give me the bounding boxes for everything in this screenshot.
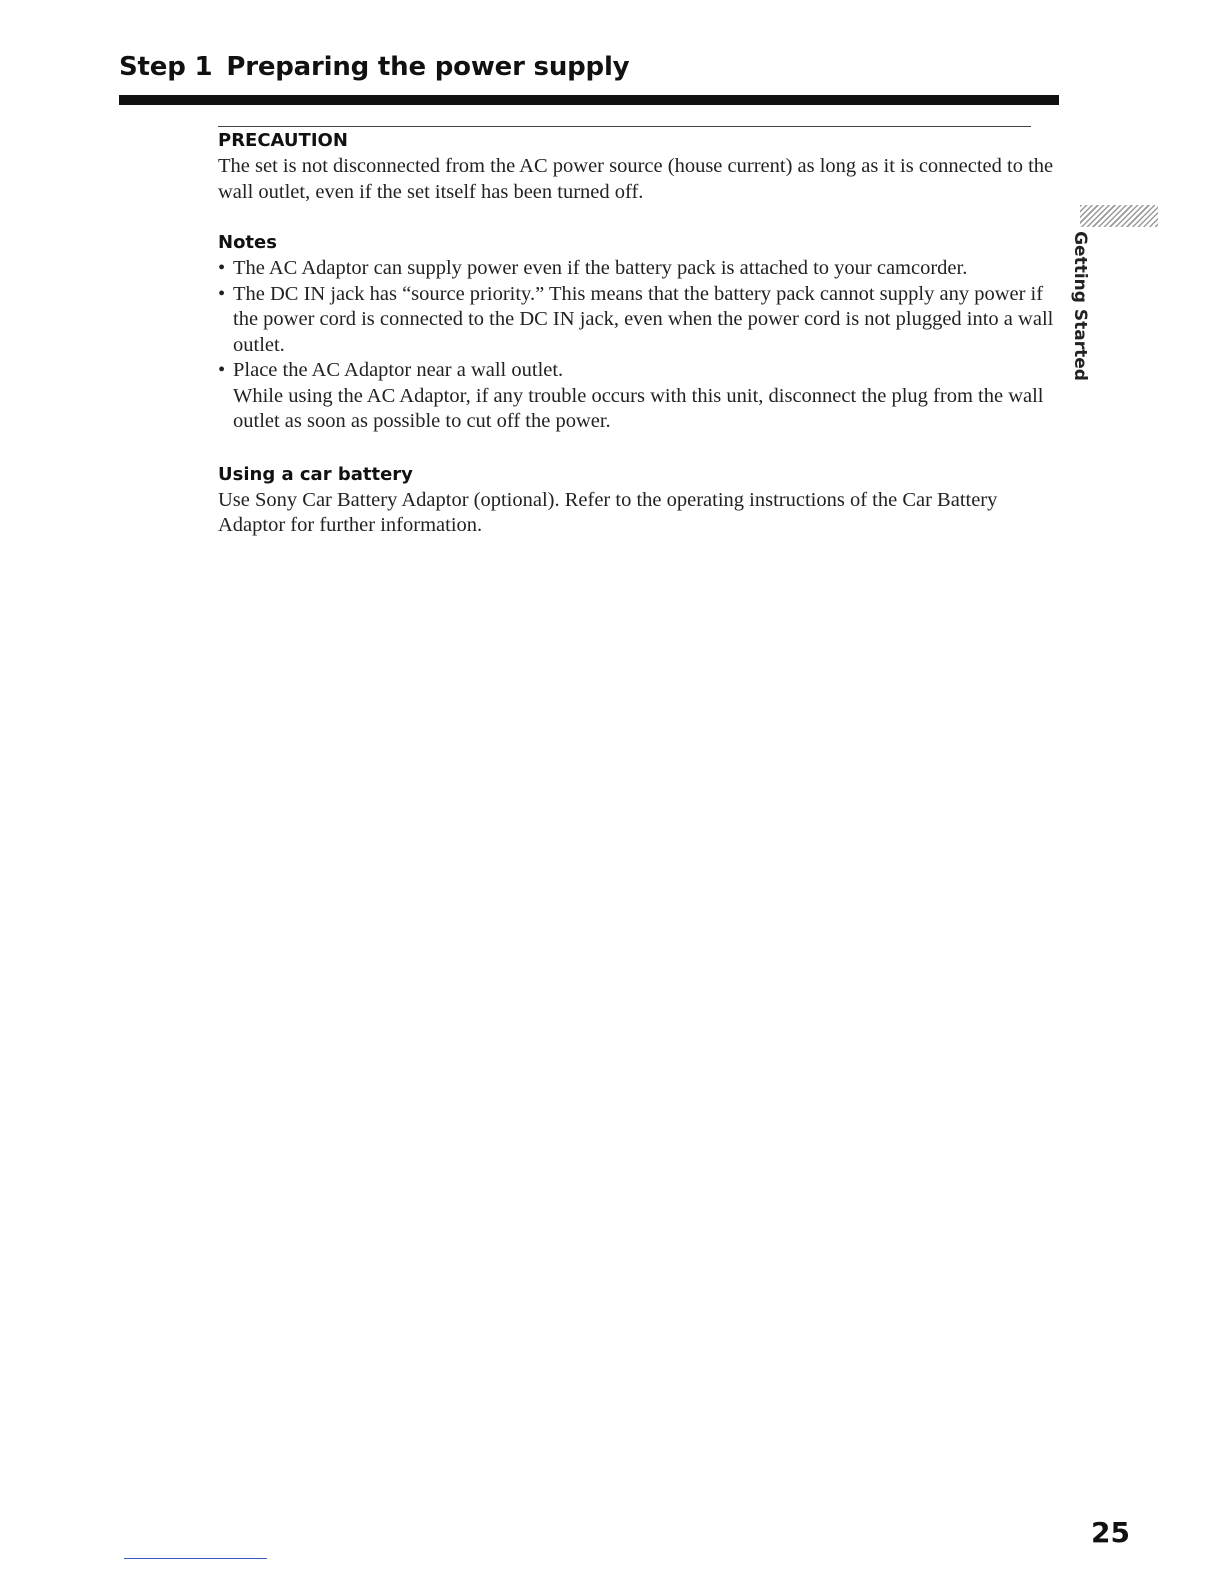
note-text: The AC Adaptor can supply power even if the battery pack is attached to your camcorder.	[233, 257, 968, 279]
bullet-icon: •	[218, 282, 226, 305]
notes-list	[218, 256, 1058, 435]
step-label: Step 1	[119, 52, 213, 82]
car-battery-heading: Using a car battery	[218, 463, 413, 485]
heading-rule	[119, 95, 1059, 105]
note-text: Place the AC Adaptor near a wall outlet.	[233, 359, 564, 381]
precaution-text: The set is not disconnected from the AC power source (house current) as long as it is connected to the wall outlet, even if the set itself has been turned off.	[218, 155, 1054, 203]
page-number: 25	[1091, 1516, 1130, 1549]
notes-section	[218, 230, 1058, 435]
main-content	[218, 128, 1058, 539]
note-text: The DC IN jack has “source priority.” This means that the battery pack cannot supply any power if the power cord is connected to the DC IN jack, even when the power cord is not plugged into a wall outlet.	[233, 282, 1054, 356]
precaution-rule	[218, 126, 1031, 127]
car-battery-section	[218, 462, 1058, 539]
footer-line	[124, 1558, 267, 1559]
precaution-heading: PRECAUTION	[218, 130, 348, 151]
precaution-section	[218, 128, 1058, 205]
note-item	[218, 358, 1058, 435]
section-title: Preparing the power supply	[226, 52, 630, 82]
note-item	[218, 282, 1058, 359]
notes-heading: Notes	[218, 232, 277, 253]
note-item	[218, 256, 1058, 282]
bullet-icon: •	[218, 257, 226, 279]
car-battery-text: Use Sony Car Battery Adaptor (optional). Refer to the operating instructions of the Car Battery Adaptor for further information.	[218, 488, 998, 536]
page-title	[119, 52, 629, 82]
section-tab-marker	[1080, 205, 1158, 227]
note-text: While using the AC Adaptor, if any trouble occurs with this unit, disconnect the plug from the wall outlet as soon as possible to cut off the power.	[233, 384, 1044, 432]
bullet-icon: •	[218, 359, 226, 381]
side-tab-label: Getting Started	[1070, 231, 1090, 381]
